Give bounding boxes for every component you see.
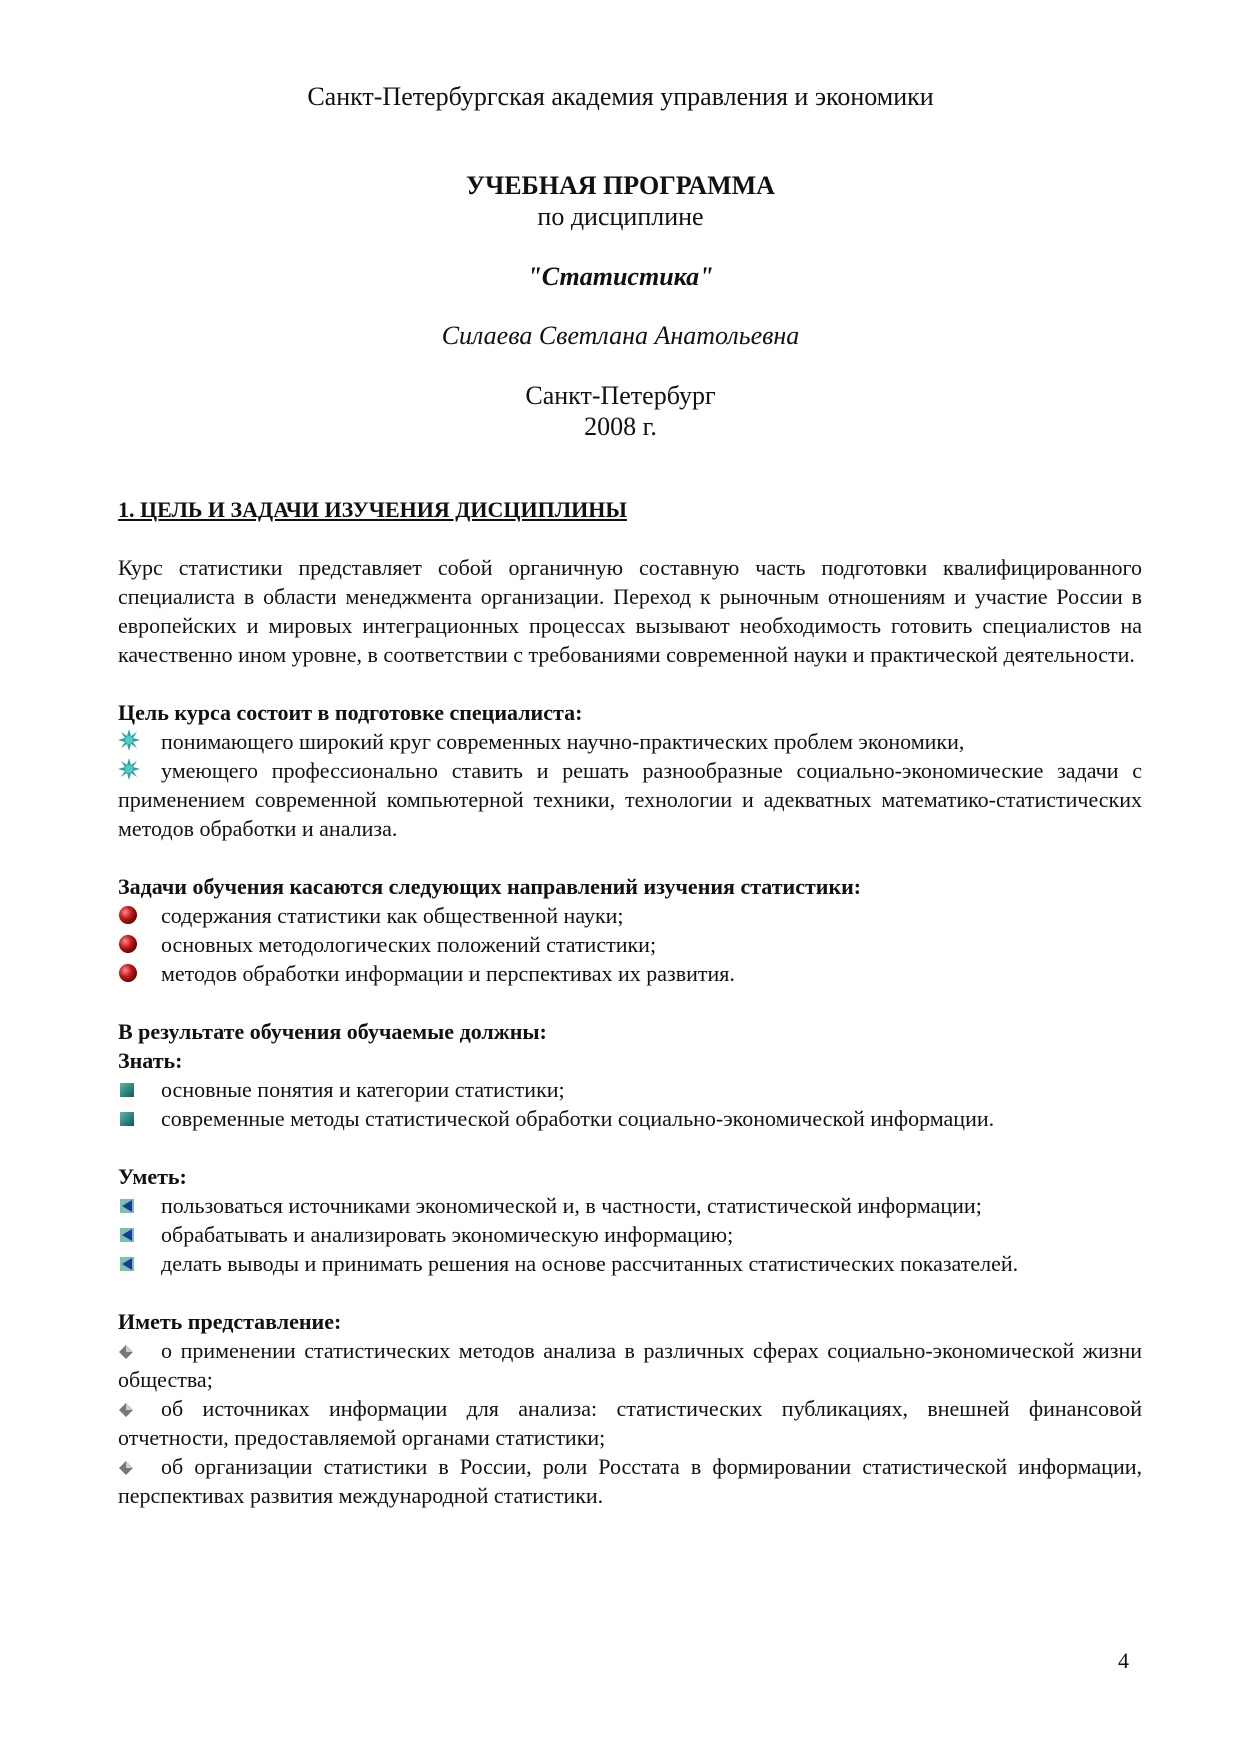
intro-paragraph: Курс статистики представляет собой органичную составную часть подготовки квалифицированного специалиста в области менеджмента организации. Переход к рыночным отношениям и участие России в европейских и мировых интеграционных процессах вызывают необходимость готовить специалистов на качественно ином уровне, в соответствии с требованиями современной науки и практической деятельности. [118,555,1142,667]
list-item: делать выводы и принимать решения на основе рассчитанных статистических показателей. [118,1249,1142,1278]
teal-square-bullet-icon [118,1106,142,1130]
diamond-bullet-icon [118,1338,142,1362]
list-item: обрабатывать и анализировать экономическую информацию; [118,1220,1142,1249]
list-item: основные понятия и категории статистики; [118,1075,1142,1104]
red-ball-bullet-icon [118,961,142,985]
triangle-square-bullet-icon [118,1222,142,1246]
diamond-bullet-icon [118,1454,142,1478]
page-number: 4 [1118,1648,1129,1673]
document-subtitle: по дисциплине [537,202,704,231]
goal-heading: Цель курса состоит в подготовке специалиста: [118,700,583,725]
teal-star-bullet-icon [118,758,142,782]
triangle-square-bullet-icon [118,1251,142,1275]
document-title: УЧЕБНАЯ ПРОГРАММА [466,171,775,200]
triangle-square-bullet-icon [118,1193,142,1217]
list-item: содержания статистики как общественной науки; [118,901,1142,930]
academy-name: Санкт-Петербургская академия управления и экономики [307,82,934,111]
year: 2008 г. [584,412,657,441]
list-item: понимающего широкий круг современных научно-практических проблем экономики, [118,727,1142,756]
section-heading: 1. ЦЕЛЬ И ЗАДАЧИ ИЗУЧЕНИЯ ДИСЦИПЛИНЫ [118,497,627,522]
red-ball-bullet-icon [118,903,142,927]
result-heading: В результате обучения обучаемые должны: [118,1019,547,1044]
list-item: о применении статистических методов анализа в различных сферах социально-экономической жизни общества; [118,1338,1142,1392]
list-item: об организации статистики в России, роли Росстата в формировании статистической информации, перспективах развития международной статистики. [118,1454,1142,1508]
section-1 [118,495,1142,1510]
discipline-name: "Статистика" [527,262,714,291]
list-item: основных методологических положений статистики; [118,930,1142,959]
list-item: об источниках информации для анализа: статистических публикациях, внешней финансовой отчетности, предоставляемой органами статистики; [118,1396,1142,1450]
teal-star-bullet-icon [118,729,142,753]
able-heading: Уметь: [118,1164,187,1189]
idea-heading: Иметь представление: [118,1309,342,1334]
author-name: Силаева Светлана Анатольевна [441,321,800,350]
red-ball-bullet-icon [118,932,142,956]
diamond-bullet-icon [118,1396,142,1420]
list-item: пользоваться источниками экономической и, в частности, статистической информации; [118,1191,1142,1220]
know-heading: Знать: [118,1048,183,1073]
list-item: умеющего профессионально ставить и решать разнообразные социально-экономические задачи с применением современной компьютерной техники, технологии и адекватных математико-статистических методов обработки и анализа. [118,758,1142,841]
tasks-heading: Задачи обучения касаются следующих направлений изучения статистики: [118,874,862,899]
list-item: методов обработки информации и перспективах их развития. [118,959,1142,988]
city: Санкт-Петербург [525,381,716,410]
teal-square-bullet-icon [118,1077,142,1101]
list-item: современные методы статистической обработки социально-экономической информации. [118,1104,1142,1133]
